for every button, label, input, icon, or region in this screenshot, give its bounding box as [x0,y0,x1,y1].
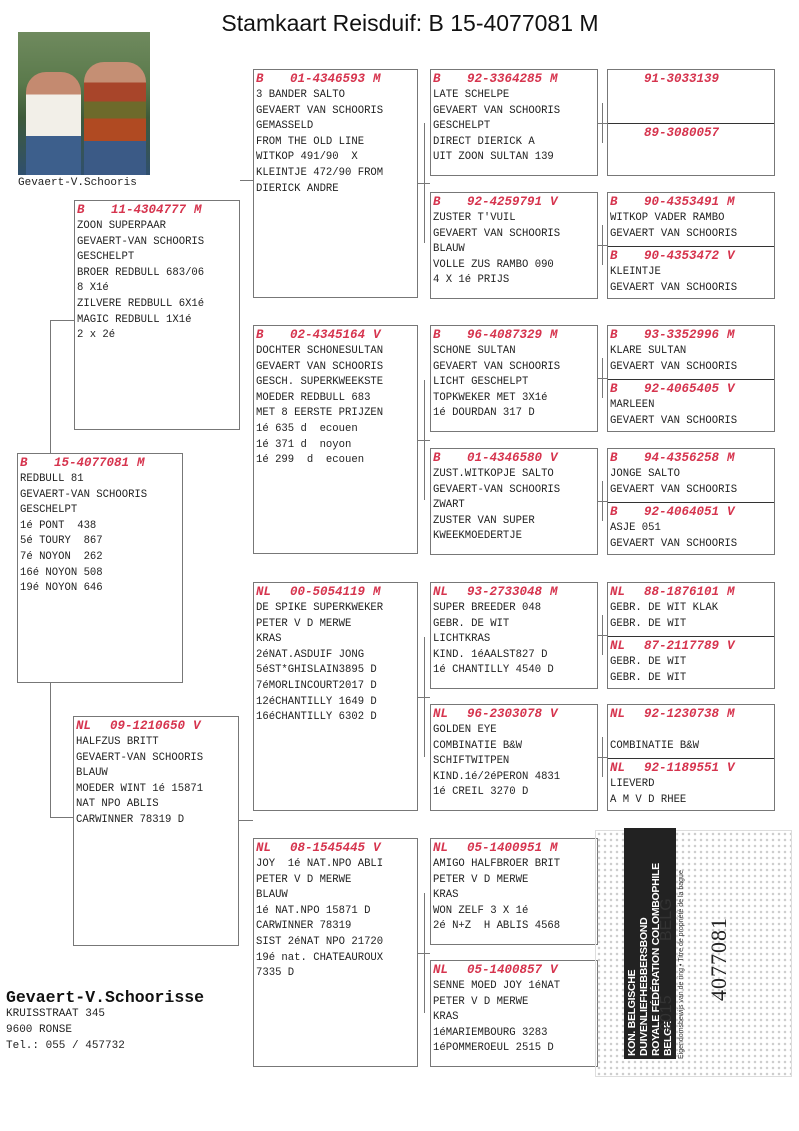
pedigree-line: SCHONE SULTAN [433,345,516,357]
pedigree-line: SUPER BREEDER 048 [433,602,542,614]
sex-label: V [373,841,381,855]
pedigree-line: GEBR. DE WIT [610,617,687,630]
sex-label: V [550,451,558,465]
ring-country: NL [433,585,449,599]
page-title: Stamkaart Reisduif: B 15-4077081 M [221,10,599,36]
pedigree-line: MOEDER REDBULL 683 [256,391,371,404]
pedigree-line: 1éMARIEMBOURG 3283 [433,1026,548,1039]
pedigree-line: UIT ZOON SULTAN 139 [433,151,554,164]
ring-header [610,505,772,520]
sex-label: V [550,707,558,721]
gen5-dam [608,758,774,811]
pedigree-line: GEVAERT VAN SCHOORIS [433,227,561,240]
gen5-sire [608,326,774,379]
pedigree-line: NAT NPO ABLIS [76,798,159,811]
ring-header [77,203,237,218]
ring-number: 96-4087329 [467,328,543,342]
pedigree-line: ZILVERE REDBULL 6X1é [77,297,205,310]
ring-number: 09-1210650 [110,719,186,733]
ring-header [256,585,415,600]
sex-label: V [727,382,735,396]
pedigree-line: GEVAERT VAN SCHOORIS [610,414,738,427]
ring-number: 90-4353491 [644,195,720,209]
ring-number: 92-3364285 [467,72,543,86]
sex-label: M [727,328,735,342]
connector-line [602,358,603,398]
pedigree-line: KLARE SULTAN [610,345,687,357]
pedigree-line [610,723,772,739]
grandparent-card [253,69,418,298]
connector-line [602,615,603,655]
pedigree-line: GESCHELPT [20,504,78,517]
ring-header [20,456,180,471]
ring-country: NL [256,585,272,599]
pedigree-line: ZUSTER VAN SUPER [433,514,535,527]
pedigree-line: MET 8 EERSTE PRIJZEN [256,407,384,420]
pedigree-line: 1é 299 d ecouen [256,454,365,467]
pedigree-line: 1éPOMMEROEUL 2515 D [433,1042,554,1055]
ring-number: 4077081 [706,917,731,1001]
ring-country: B [433,451,441,465]
gen5-pair-card [607,69,775,176]
sex-label: V [373,328,381,342]
great-grandparent-card [430,192,598,299]
pedigree-line: 4 X 1é PRIJS [433,274,510,287]
sex-label: M [550,841,558,855]
connector-line [50,683,51,817]
pedigree-line: ASJE 051 [610,522,661,534]
pedigree-line: 1é 635 d ecouen [256,422,358,435]
ring-header [610,72,772,87]
ring-number: 89-3080057 [644,126,720,140]
ring-header [610,249,772,264]
ring-country: B [610,249,618,263]
sex-label: M [373,585,381,599]
owner-city: 9600 RONSE [6,1024,73,1036]
ring-country: NL [433,963,449,977]
pedigree-line: LICHT GESCHELPT [433,376,529,389]
pedigree-line: DOCHTER SCHONESULTAN [256,345,384,357]
sex-label: M [373,72,381,86]
ring-number: 92-4065405 [644,382,720,396]
pedigree-line: GEVAERT-VAN SCHOORIS [76,751,204,764]
pedigree-line: GEVAERT-VAN SCHOORIS [433,483,561,496]
pedigree-line: AMIGO HALFBROER BRIT [433,858,561,870]
gen5-dam [608,636,774,689]
pedigree-line: 7é NOYON 262 [20,550,103,563]
pedigree-line: 3 BANDER SALTO [256,89,346,101]
ring-number: 88-1876101 [644,585,720,599]
sex-label: M [727,451,735,465]
ring-header [433,72,595,87]
ring-number: 08-1545445 [290,841,366,855]
connector-line [602,481,603,521]
great-grandparent-card [430,325,598,432]
sex-label: M [727,195,735,209]
ring-number: 90-4353472 [644,249,720,263]
subject-pigeon-card [17,453,183,683]
pedigree-line: BLAUW [433,243,465,256]
pedigree-line: GEVAERT VAN SCHOORIS [433,360,561,373]
connector-line [602,103,603,143]
ring-header [433,841,595,856]
pedigree-line: 7335 D [256,967,295,980]
ring-header [610,761,772,776]
pedigree-line: SIST 2éNAT NPO 21720 [256,935,384,948]
great-grandparent-card [430,582,598,689]
ring-country: NL [610,585,626,599]
pedigree-line: WITKOP 491/90 X [256,151,358,164]
pedigree-line: 8 X1é [77,282,109,295]
pedigree-line: GEBR. DE WIT KLAK [610,602,719,614]
ring-number: 02-4345164 [290,328,366,342]
ring-header [610,585,772,600]
ring-country: NL [76,719,92,733]
connector-line [602,225,603,265]
gen5-sire [608,705,774,758]
pedigree-line: 1é PONT 438 [20,519,97,532]
owner-name: Gevaert-V.Schoorisse [6,988,205,1007]
pedigree-line: ZWART [433,499,465,512]
pedigree-line: PETER V D MERWE [433,995,529,1008]
connector-line [424,380,425,500]
ring-header [610,328,772,343]
gen5-sire [608,583,774,636]
ownership-text: Eigendomsbewijs van de ring • Titre de propriété de la bague [678,870,685,1059]
pedigree-line: KIND. 1éAALST827 D [433,648,548,661]
federation-name-nl: KON. BELGISCHE DUIVENLIEFHEBBERSBOND [626,917,650,1056]
sex-label: M [550,585,558,599]
pedigree-line: GEVAERT VAN SCHOORIS [610,281,738,294]
owner-street: KRUISSTRAAT 345 [6,1008,106,1020]
photo-caption: Gevaert-V.Schooris [18,177,137,189]
pedigree-line: KRAS [433,889,459,902]
ring-country: B [77,203,85,217]
ring-country: B [256,328,264,342]
grandparent-card [253,325,418,554]
great-grandparent-card [430,838,598,945]
pedigree-line: GEVAERT-VAN SCHOORIS [20,488,148,501]
pedigree-line: GEBR. DE WIT [433,617,510,630]
gen5-pair-card [607,325,775,432]
pedigree-line: LICHTKRAS [433,633,491,646]
pedigree-line: DE SPIKE SUPERKWEKER [256,602,384,614]
pedigree-line: GEVAERT VAN SCHOORIS [256,360,384,373]
connector-line [50,320,74,321]
great-grandparent-card [430,960,598,1067]
pedigree-line: 16é NOYON 508 [20,566,103,579]
connector-line [424,637,425,757]
pedigree-line: VOLLE ZUS RAMBO 090 [433,258,554,271]
sex-label: V [727,505,735,519]
ring-header [433,963,595,978]
pedigree-line: GEVAERT VAN SCHOORIS [610,227,738,240]
pedigree-line: GEVAERT-VAN SCHOORIS [77,235,205,248]
pedigree-line: SCHIFTWITPEN [433,755,510,768]
pedigree-line: MOEDER WINT 1é 15871 [76,782,204,795]
pedigree-line: 2éNAT.ASDUIF JONG [256,648,365,661]
ring-header [610,126,772,141]
sex-label: M [137,456,145,470]
pedigree-line: SENNE MOED JOY 1éNAT [433,980,561,992]
connector-line [240,180,253,181]
ring-country: NL [433,841,449,855]
ring-header [610,451,772,466]
pedigree-line: GEVAERT VAN SCHOORIS [256,104,384,117]
pedigree-line: GEVAERT VAN SCHOORIS [433,104,561,117]
ring-header [610,195,772,210]
dam-card [73,716,239,946]
ring-number: 92-1189551 [644,761,720,775]
pedigree-line: KLEINTJE [610,266,661,278]
sex-label: V [550,195,558,209]
pedigree-line: PETER V D MERWE [256,873,352,886]
pedigree-line: MARLEEN [610,399,655,411]
pedigree-line: GEMASSELD [256,120,314,133]
pedigree-line: 1é DOURDAN 317 D [433,407,535,420]
ring-country: NL [433,707,449,721]
gen5-dam [608,246,774,299]
pedigree-line: TOPKWEKER MET 3X1é [433,391,548,404]
sex-label: V [727,249,735,263]
ring-header [433,195,595,210]
owner-phone: Tel.: 055 / 457732 [6,1040,125,1052]
sex-label: M [550,328,558,342]
sex-label: V [727,761,735,775]
ring-header [256,328,415,343]
ring-header [610,639,772,654]
sex-label: M [727,585,735,599]
pedigree-line: 1é CREIL 3270 D [433,786,529,799]
pedigree-line: 12éCHANTILLY 1649 D [256,695,377,708]
pedigree-line: GESCH. SUPERKWEEKSTE [256,376,384,389]
pedigree-line: JOY 1é NAT.NPO ABLI [256,858,384,870]
great-grandparent-card [430,69,598,176]
ring-country: B [610,328,618,342]
ring-country: B [610,382,618,396]
pedigree-line: WITKOP VADER RAMBO [610,212,725,224]
pedigree-line: GESCHELPT [433,120,491,133]
pedigree-line: 2é N+Z H ABLIS 4568 [433,920,561,933]
pedigree-line: 1é CHANTILLY 4540 D [433,664,554,677]
gen5-sire [608,449,774,502]
sex-label: M [727,707,735,721]
pedigree-line: BLAUW [256,889,288,902]
ring-country: B [610,505,618,519]
pedigree-line: 7éMORLINCOURT2017 D [256,679,377,692]
connector-line [424,893,425,1013]
grandparent-card [253,582,418,811]
pedigree-line: KLEINTJE 472/90 FROM [256,166,384,179]
sex-label: V [193,719,201,733]
ring-number: 91-3033139 [644,72,720,86]
pedigree-line: WON ZELF 3 X 1é [433,904,529,917]
sex-label: V [550,963,558,977]
pedigree-line: ZUST.WITKOPJE SALTO [433,468,554,480]
ring-country: B [610,451,618,465]
ring-number: 87-2117789 [644,639,720,653]
pedigree-line: DIRECT DIERICK A [433,135,535,148]
gen5-sire [608,70,774,123]
pedigree-line: KWEEKMOEDERTJE [433,530,523,543]
ring-country: NL [610,761,626,775]
connector-line [238,820,253,821]
ring-number: 96-2303078 [467,707,543,721]
ring-header [76,719,236,734]
ring-header [256,72,415,87]
ring-country: B [610,195,618,209]
ring-header [256,841,415,856]
pedigree-line: PETER V D MERWE [433,873,529,886]
pedigree-line: BROER REDBULL 683/06 [77,266,205,279]
gen5-dam [608,379,774,432]
ring-country: NL [610,639,626,653]
pedigree-line: REDBULL 81 [20,473,84,485]
gen5-pair-card [607,192,775,299]
gen5-sire [608,193,774,246]
pedigree-line: 2 x 2é [77,329,116,342]
ring-number: 93-2733048 [467,585,543,599]
pedigree-line: ZUSTER T'VUIL [433,212,516,224]
ring-country: BELG [658,898,675,941]
pedigree-line: KIND.1é/2éPERON 4831 [433,770,561,783]
ring-number: 01-4346593 [290,72,366,86]
ring-number: 93-3352996 [644,328,720,342]
pedigree-line: BLAUW [76,767,108,780]
ring-country: B [433,328,441,342]
ring-header [610,707,772,722]
ring-number: 11-4304777 [111,203,187,217]
ring-country: NL [610,707,626,721]
pedigree-line: GEVAERT VAN SCHOORIS [610,537,738,550]
pedigree-line: GEVAERT VAN SCHOORIS [610,483,738,496]
pedigree-line: KRAS [256,633,282,646]
ring-number: 05-1400951 [467,841,543,855]
pedigree-line: ZOON SUPERPAAR [77,220,167,232]
great-grandparent-card [430,448,598,555]
grandparent-card [253,838,418,1067]
gen5-dam [608,123,774,176]
ring-number: 00-5054119 [290,585,366,599]
ring-header [433,707,595,722]
pedigree-line: KRAS [433,1011,459,1024]
pedigree-line: CARWINNER 78319 D [76,813,185,826]
pedigree-line: COMBINATIE B&W [610,739,700,752]
ring-year: 2015 [658,995,675,1031]
pedigree-line: 19é NOYON 646 [20,582,103,595]
pedigree-line: 5éST*GHISLAIN3895 D [256,664,377,677]
ring-header [610,382,772,397]
ring-number: 92-4259791 [467,195,543,209]
pedigree-line: LIEVERD [610,778,655,790]
gen5-pair-card [607,448,775,555]
ring-number: 92-1230738 [644,707,720,721]
ring-header [433,451,595,466]
pedigree-line: GESCHELPT [77,251,135,264]
ring-country: B [433,72,441,86]
ring-country: B [256,72,264,86]
pedigree-line: GEBR. DE WIT [610,656,687,668]
ring-number: 94-4356258 [644,451,720,465]
great-grandparent-card [430,704,598,811]
federation-name-fr: ROYALE FÉDÉRATION COLOMBOPHILE BELGE [650,863,674,1056]
connector-line [424,123,425,243]
owner-photo [18,32,150,175]
pedigree-line: HALFZUS BRITT [76,736,159,748]
pedigree-line: DIERICK ANDRE [256,182,339,195]
sex-label: M [550,72,558,86]
pedigree-line: LATE SCHELPE [433,89,510,101]
sex-label: M [194,203,202,217]
ring-country: B [433,195,441,209]
pedigree-line: 1é NAT.NPO 15871 D [256,904,371,917]
pedigree-line: COMBINATIE B&W [433,739,523,752]
ring-number: 15-4077081 [54,456,130,470]
pedigree-line: PETER V D MERWE [256,617,352,630]
pedigree-line: 5é TOURY 867 [20,535,103,548]
ring-number: 92-4064051 [644,505,720,519]
pedigree-line: 16éCHANTILLY 6302 D [256,711,377,724]
pedigree-line: 19é nat. CHATEAUROUX [256,951,384,964]
connector-line [50,320,51,453]
connector-line [50,817,73,818]
ring-number: 01-4346580 [467,451,543,465]
ring-number: 05-1400857 [467,963,543,977]
pedigree-line: FROM THE OLD LINE [256,135,365,148]
pedigree-line: GEBR. DE WIT [610,671,687,684]
pedigree-line: GEVAERT VAN SCHOORIS [610,360,738,373]
pedigree-line: JONGE SALTO [610,468,680,480]
pedigree-line: CARWINNER 78319 [256,920,352,933]
gen5-pair-card [607,704,775,811]
gen5-dam [608,502,774,555]
gen5-pair-card [607,582,775,689]
sex-label: V [727,639,735,653]
ring-country: B [20,456,28,470]
pedigree-line: MAGIC REDBULL 1X1é [77,313,192,326]
ring-header [433,328,595,343]
connector-line [602,737,603,777]
ring-certificate [595,830,792,1077]
pedigree-line: 1é 371 d noyon [256,438,352,451]
ring-header [433,585,595,600]
ring-country: NL [256,841,272,855]
pedigree-line: GOLDEN EYE [433,724,497,736]
pedigree-line: A M V D RHEE [610,793,687,806]
sire-card [74,200,240,430]
